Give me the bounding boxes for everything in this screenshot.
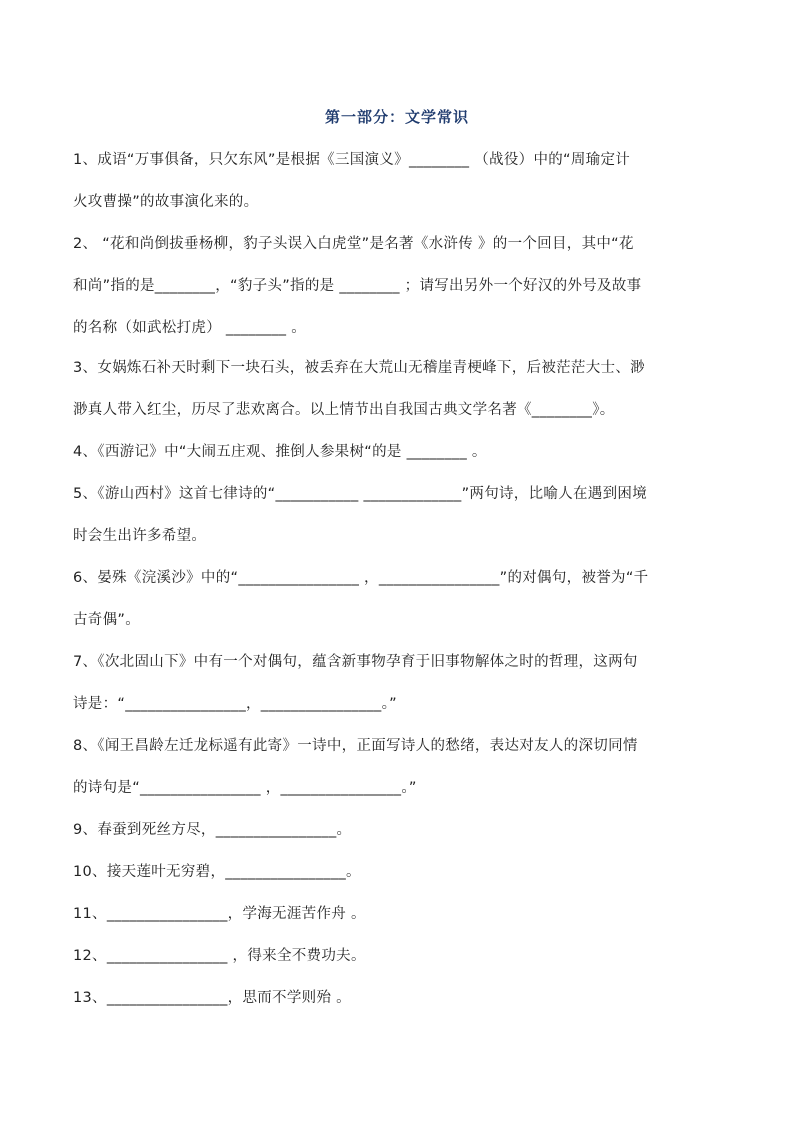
question-2-line-1: 2、 “花和尚倒拔垂杨柳，豹子头误入白虎堂”是名著《水浒传 》的一个回目，其中“花	[73, 236, 634, 252]
question-11-line-1: 11、________________，学海无涯苦作舟 。	[73, 906, 366, 922]
question-4-line-1: 4、《西游记》中“大闹五庄观、推倒人参果树“的是 ________ 。	[73, 444, 487, 460]
question-5-line-2: 时会生出许多希望。	[73, 528, 207, 544]
question-1-line-1: 1、成语“万事俱备，只欠东风”是根据《三国演义》________ （战役）中的“周瑜定计	[73, 152, 631, 168]
question-7-line-1: 7、《次北固山下》中有一个对偶句，蕴含新事物孕育于旧事物解体之时的哲理，这两句	[73, 654, 638, 670]
question-6-line-2: 古奇偶”。	[73, 612, 141, 628]
question-2-line-3: 的名称（如武松打虎） ________ 。	[73, 320, 307, 336]
section-title: 第一部分：文学常识	[324, 108, 469, 126]
question-12-line-1: 12、________________ ，得来全不费功夫。	[73, 948, 366, 964]
question-3-line-1: 3、女娲炼石补天时剩下一块石头，被丢弃在大荒山无稽崖青梗峰下，后被茫茫大士、渺	[73, 360, 645, 376]
question-8-line-1: 8、《闻王昌龄左迁龙标遥有此寄》一诗中，正面写诗人的愁绪，表达对友人的深切同情	[73, 738, 638, 754]
question-3-line-2: 渺真人带入红尘，历尽了悲欢离合。以上情节出自我国古典文学名著《________》。	[73, 402, 615, 418]
question-1-line-2: 火攻曹操”的故事演化来的。	[73, 194, 259, 210]
question-9-line-1: 9、春蚕到死丝方尽，________________。	[73, 822, 352, 838]
question-10-line-1: 10、接天莲叶无穷碧，________________。	[73, 864, 361, 880]
question-7-line-2: 诗是：“________________，________________。”	[73, 696, 397, 712]
question-2-line-2: 和尚”指的是________，“豹子头”指的是 ________ ；请写出另外一个好汉的外号及故事	[73, 278, 642, 294]
question-5-line-1: 5、《游山西村》这首七律诗的“___________ _____________”两句诗，比喻人在遇到困境	[73, 486, 648, 502]
question-13-line-1: 13、________________，思而不学则殆 。	[73, 990, 351, 1006]
question-8-line-2: 的诗句是“________________ ，________________。”	[73, 780, 417, 796]
question-6-line-1: 6、晏殊《浣溪沙》中的“________________ ，________________”的对偶句，被誉为“千	[73, 570, 649, 586]
